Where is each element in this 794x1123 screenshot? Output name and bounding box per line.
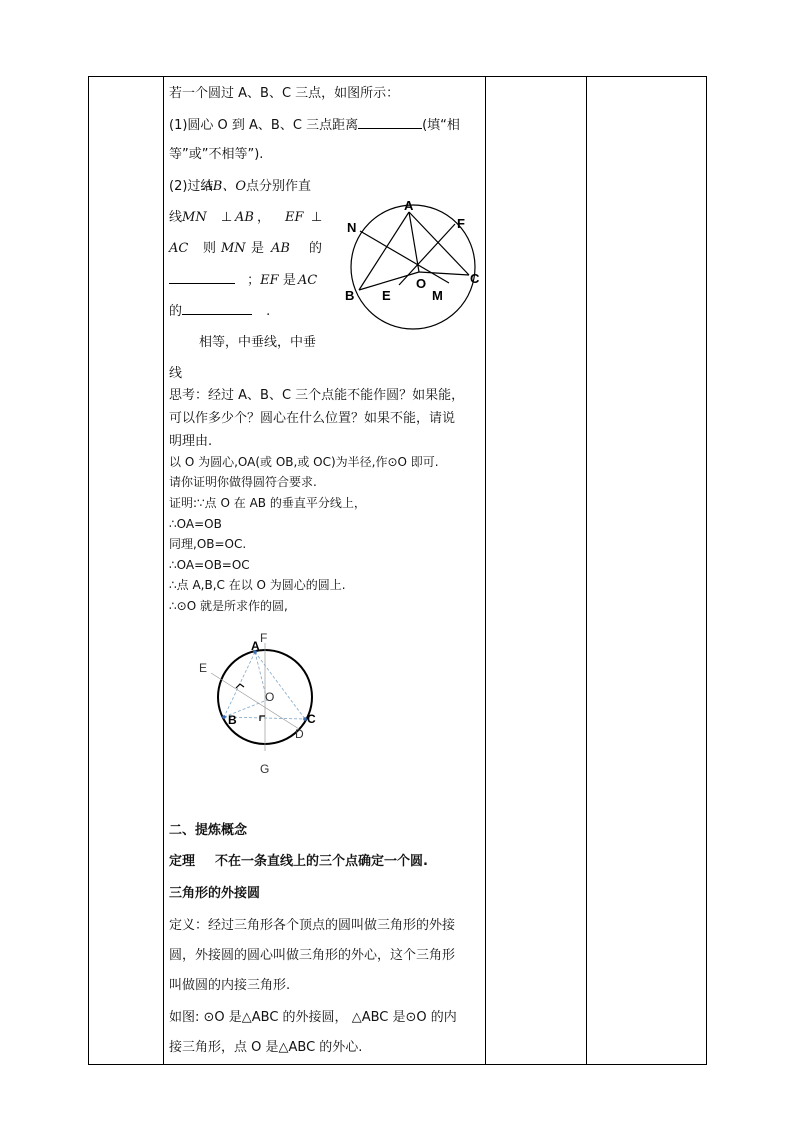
right-angle-mark <box>236 684 244 688</box>
proof-line: ∴⊙O 就是所求作的圆, <box>169 599 288 613</box>
question-1-cont: 等”或”不相等”). <box>169 147 264 162</box>
definition-line: 叫做圆的内接三角形. <box>169 978 291 993</box>
proof-line: 同理,OB=OC. <box>169 537 247 551</box>
line-EF <box>399 224 455 285</box>
intro-line: 若一个圆过 A、B、C 三点，如图所示： <box>169 86 400 101</box>
question-2-line2: 线MN ⊥ AB ， EF ⊥ <box>169 210 323 225</box>
label-F: F <box>260 633 268 645</box>
question-2-line3: AC 则 MN 是 AB 的 <box>169 241 323 256</box>
proof-line: 以 O 为圆心,OA(或 OB,或 OC)为半径,作⊙O 即可. <box>169 455 439 469</box>
definition-line: 圆，外接圆的圆心叫做三角形的外心，这个三角形 <box>169 948 456 963</box>
label-B: B <box>345 288 355 303</box>
label-N: N <box>347 220 357 235</box>
point-B <box>222 715 226 719</box>
question-1: (1)圆心 O 到 A、B、C 三点距离 (填“相 <box>169 118 460 133</box>
column-divider-1 <box>163 77 164 1064</box>
think-line: 可以作多少个？圆心在什么位置？如果不能，请说 <box>169 411 456 426</box>
segment-AB <box>359 212 409 290</box>
proof-line: ∴点 A,B,C 在以 O 为圆心的圆上. <box>169 578 346 592</box>
label-A: A <box>251 639 260 653</box>
label-O: O <box>416 276 427 291</box>
think-line: 思考：经过 A、B、C 三个点能不能作圆？如果能， <box>169 388 465 403</box>
sub-heading: 三角形的外接圆 <box>169 886 261 901</box>
line-NM <box>360 231 449 283</box>
proof-line: 证明:∵点 O 在 AB 的垂直平分线上， <box>169 496 366 510</box>
example-line: 接三角形，点 O 是△ABC 的外心. <box>169 1040 363 1055</box>
label-M: M <box>432 288 443 303</box>
answer-blank <box>169 271 235 284</box>
theorem: 定理 不在一条直线上的三个点确定一个圆. <box>169 854 428 869</box>
column-divider-2 <box>485 77 486 1064</box>
definition-line: 定义：经过三角形各个顶点的圆叫做三角形的外接 <box>169 918 456 933</box>
lesson-table <box>88 76 707 1065</box>
answer-line: 相等，中垂线，中垂 <box>199 335 317 350</box>
label-G: G <box>260 762 270 776</box>
proof-line: 请你证明你做得圆符合要求. <box>169 475 317 489</box>
example-line: 如图: ⊙O 是△ABC 的外接圆， △ABC 是⊙O 的内 <box>169 1010 457 1025</box>
section-heading: 二、提炼概念 <box>169 823 248 838</box>
label-D: D <box>295 727 304 741</box>
label-F: F <box>457 216 465 231</box>
circle-figure-1 <box>345 199 485 339</box>
right-angle-mark <box>260 716 265 721</box>
proof-line: ∴OA=OB <box>169 517 222 531</box>
label-A: A <box>404 199 414 213</box>
think-line: 明理由. <box>169 434 213 449</box>
label-E: E <box>199 661 208 675</box>
answer-line-cont: 线 <box>169 366 183 381</box>
proof-line: ∴OA=OB=OC <box>169 558 250 572</box>
label-O: O <box>265 690 275 704</box>
segment-OC <box>419 272 469 275</box>
question-2: (2)过结AB、O点分别作直 <box>169 179 312 194</box>
label-C: C <box>470 271 480 286</box>
question-2-line5: 的 . <box>169 304 271 319</box>
question-2-line4: ；EF 是 AC <box>169 271 317 290</box>
label-E: E <box>382 288 391 303</box>
column-divider-3 <box>586 77 587 1064</box>
label-C: C <box>307 712 316 726</box>
circle-figure-2 <box>199 633 339 778</box>
label-B: B <box>228 713 237 727</box>
answer-blank <box>358 116 422 129</box>
answer-blank <box>182 302 252 315</box>
